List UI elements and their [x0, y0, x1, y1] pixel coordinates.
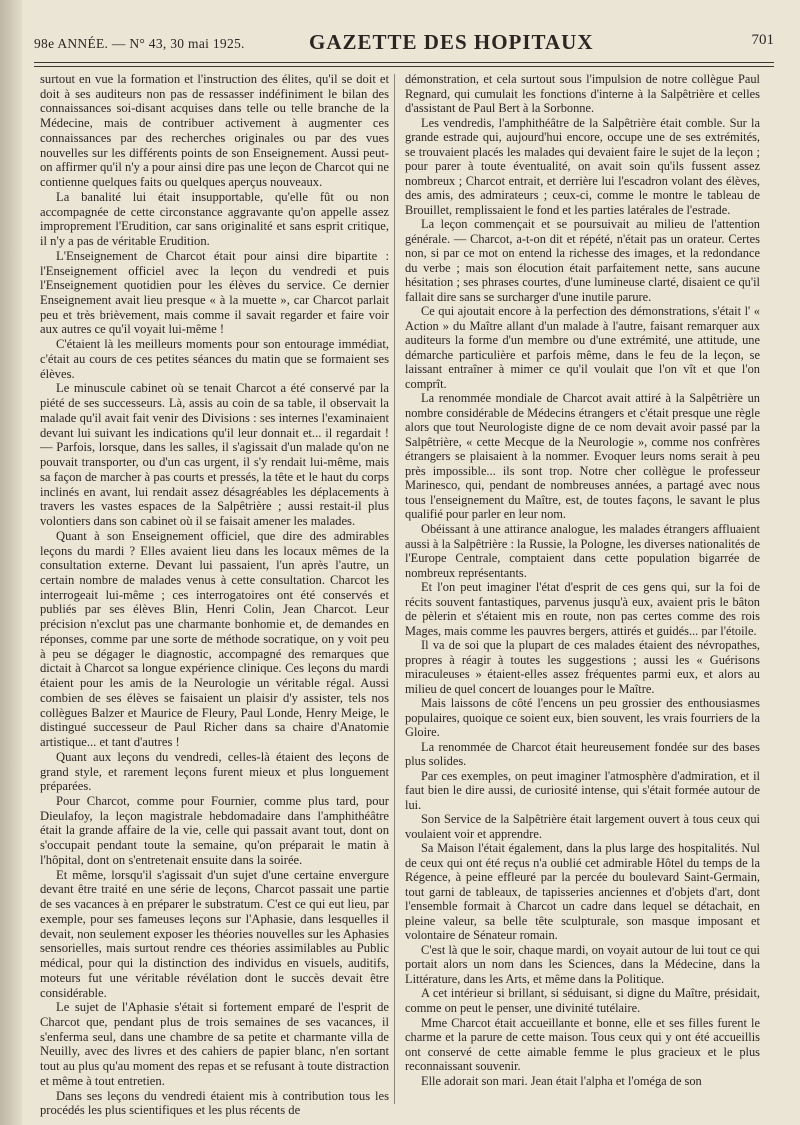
- paragraph: Ce qui ajoutait encore à la perfection des démonstrations, s'était l' « Action » du Maître allant d'un malade à l'autre, faisant remarquer aux auditeurs la forme d'un membre ou d'une extrémité, une attitude, une démarche particulière et parfois même, dans le feu de la leçon, se laissant entraîner à mimer ce qu'il voulait que l'on vît et que l'on comprît.: [405, 304, 760, 391]
- paragraph: Dans ses leçons du vendredi étaient mis à contribution tous les procédés les plus scientifiques et les plus récents de: [40, 1088, 389, 1118]
- paragraph: surtout en vue la formation et l'instruction des élites, qu'il se doit et doit à ses auditeurs non pas de ressasser indéfiniment le bilan des connaissances soi-disant acquises dans telle ou telle branche de la Médecine, mais de contribuer activement à augmenter ces connaissances par des recherches originales ou par des vues nouvelles sur les différents points de son Enseignement. Aussi peut-on affirmer qu'il n'y a pour ainsi dire pas une leçon de Charcot qui ne contienne quelques faits ou quelques aperçus nouveaux.: [40, 72, 389, 190]
- journal-title: GAZETTE DES HOPITAUX: [309, 30, 594, 54]
- paragraph: L'Enseignement de Charcot était pour ainsi dire bipartite : l'Enseignement officiel avec la leçon du vendredi et puis l'Enseignement quotidien pour les élèves du service. Ce dernier Enseignement avait lieu presque « à la muette », car Charcot parlait peu et très brièvement, mais comme il savait regarder et faire voir aux autres ce qu'il voyait lui-même !: [40, 248, 389, 337]
- paragraph: Par ces exemples, on peut imaginer l'atmosphère d'admiration, et il faut bien le dire aussi, de curiosité intense, qui s'était formée autour de lui.: [405, 768, 760, 812]
- paragraph: C'étaient là les meilleurs moments pour son entourage immédiat, c'était au cours de ces petites séances du matin que se formaient ses élèves.: [40, 337, 389, 381]
- page-header: [34, 22, 774, 60]
- paragraph: Quant à son Enseignement officiel, que dire des admirables leçons du mardi ? Elles avaient lieu dans les locaux mêmes de la consultation externe. Devant lui passaient, l'un après l'autre, un certain nombre de malades venus à cette consultation. Charcot les interrogeait lui-même ; ces interrogatoires ont été conservés et publiés par ses élèves Blin, Henri Colin, Jean Charcot. Leur précision n'exclut pas une charmante bonhomie et, de demandes en réponses, comme par une sorte de méthode socratique, on y voit peu à peu se dégager le diagnostic, accompagné des remarques que dictait à Charcot sa longue expérience clinique. Ces leçons du mardi étaient pour les amis de la Neurologie un véritable régal. Aussi combien de ses élèves se faisaient un plaisir d'y assister, tels nos collègues Balzer et Maurice de Fleury, Paul Londe, Henry Meige, le distingué successeur de Paul Richer dans sa chaire d'Anatomie artistique... et tant d'autres !: [40, 528, 389, 750]
- paragraph: Le sujet de l'Aphasie s'était si fortement emparé de l'esprit de Charcot que, pendant plus de trois semaines de ses vacances, il s'enferma seul, dans une chambre de sa petite et charmante villa de Neuilly, avec des livres et des cahiers de papier blanc, n'en sortant tout au plus qu'au moment des repas et se refusant à toute distraction et même à tout entretien.: [40, 1000, 389, 1088]
- paragraph: Les vendredis, l'amphithéâtre de la Salpêtrière était comble. Sur la grande estrade qui, aujourd'hui encore, occupe une de ses extrémités, se trouvaient placés les malades qui devaient faire le sujet de la leçon ; pour parer à toute éventualité, on avait soin qu'ils fussent assez nombreux ; Charcot entrait, et derrière lui l'escadron volant des élèves, des amis, des admirateurs ; ceux-ci, comme le montre le tableau de Brouillet, remplissaient le fond et les parties latérales de l'estrade.: [405, 115, 760, 217]
- left-column: [40, 72, 389, 1118]
- paragraph: La renommée de Charcot était heureusement fondée sur des bases plus solides.: [405, 739, 760, 769]
- paragraph: Elle adorait son mari. Jean était l'alpha et l'oméga de son: [421, 1073, 702, 1088]
- paragraph: A cet intérieur si brillant, si séduisant, si digne du Maître, présidait, comme on peut le penser, une divinité tutélaire.: [405, 986, 760, 1015]
- paragraph: Il va de soi que la plupart de ces malades étaient des névropathes, propres à réagir à toutes les suggestions ; aussi les « Guérisons miraculeuses » étaient-elles assez fréquentes parmi eux, et alors au milieu de quel concert de louanges pour le Maître.: [405, 638, 760, 696]
- paragraph: Quant aux leçons du vendredi, celles-là étaient des leçons de grand style, et rarement leçons furent mieux et plus longuement préparées.: [40, 749, 389, 794]
- paragraph: Mais laissons de côté l'encens un peu grossier des enthousiasmes populaires, quoique ce soient eux, bien souvent, les vrais fourriers de la Gloire.: [405, 696, 760, 740]
- paragraph: La banalité lui était insupportable, qu'elle fût ou non accompagnée de cette circonstance aggravante qu'on appelle assez improprement l'Erudition, car sans originalité et sans esprit critique, il n'y a pas de véritable Erudition.: [40, 189, 389, 249]
- paragraph: Obéissant à une attirance analogue, les malades étrangers affluaient aussi à la Salpêtrière : la Russie, la Pologne, les diverses nationalités de l'Europe Centrale, comptaient dans cette population bigarrée de nombreux représentants.: [405, 521, 760, 580]
- issue-info: 98e ANNÉE. — N° 43, 30 mai 1925.: [34, 36, 245, 51]
- column-divider: [394, 74, 395, 1104]
- paragraph: Sa Maison l'était également, dans la plus large des hospitalités. Nul de ceux qui ont été reçus n'a oublié cet admirable Hôtel du temps de la Régence, à peine effleuré par la percée du boulevard Saint-Germain, tout garni de tableaux, de tapisseries anciennes et d'objets d'art, dont l'ensemble formait à Charcot un cadre dans lequel se détachait, en pleine valeur, sa belle tête sculpturale, son masque imposant et volontaire de Sénateur romain.: [405, 841, 760, 943]
- paragraph: La renommée mondiale de Charcot avait attiré à la Salpêtrière un nombre considérable de Médecins étrangers et c'était presque une règle alors que tout Neurologiste digne de ce nom devait avoir passé par la Salpêtrière, « cette Mecque de la Neurologie », comme nos confrères étrangers se plaisaient à la nommer. Evoquer leurs noms serait à peu près impossible... ils sont trop. Notre cher collègue le professeur Marinesco, qui, pendant de nombreuses années, a partagé avec nous tous l'enseignement du Maître, est, de toutes façons, le savant le plus qualifié pour parler en leur nom.: [405, 391, 760, 522]
- paragraph: Mme Charcot était accueillante et bonne, elle et ses filles furent le charme et la parure de cette maison. Tous ceux qui y ont été accueillis ont conservé de cette aimable femme le plus gracieux et le plus reconnaissant souvenir.: [405, 1015, 760, 1074]
- page-number: 701: [751, 32, 774, 48]
- paragraph: C'est là que le soir, chaque mardi, on voyait autour de lui tout ce qui portait alors un nom dans les Sciences, dans la Médecine, dans la Littérature, dans les Arts, et même dans la Politique.: [405, 942, 760, 986]
- paragraph: Et même, lorsqu'il s'agissait d'un sujet d'une certaine envergure devant être traité en une série de leçons, Charcot passait une partie de ses vacances à en préparer le substratum. C'est ce qui eut lieu, par exemple, pour ses fameuses leçons sur l'Aphasie, dans lesquelles il devait, non seulement exposer les théories nouvelles sur les Aphasies sensorielles, mais surtout rendre ces théories assimilables au Public médical, pour qui la distinction des individus en visuels, auditifs, moteurs fut une véritable révélation dont le succès devait être considérable.: [40, 867, 389, 1000]
- paragraph: La leçon commençait et se poursuivait au milieu de l'attention générale. — Charcot, a-t-on dit et répété, n'était pas un orateur. Certes non, si par ce mot on entend la richesse des images, et la redondance du verbe ; mais son élocution était parfaitement nette, sans aucune hésitation ; ses phrases courtes, d'une lumineuse clarté, disaient ce qu'il fallait dire sans se surcharger d'une inutile parure.: [405, 217, 760, 304]
- paragraph: démonstration, et cela surtout sous l'impulsion de notre collègue Paul Regnard, qui cumulait les fonctions d'interne à la Salpêtrière et celles d'assistant de Paul Bert à la Sorbonne.: [405, 72, 760, 116]
- page-spine-shadow: [0, 0, 22, 1125]
- right-column: [405, 72, 760, 1088]
- paragraph: Son Service de la Salpêtrière était largement ouvert à tous ceux qui voulaient voir et apprendre.: [405, 812, 760, 841]
- paragraph: Le minuscule cabinet où se tenait Charcot a été conservé par la piété de ses successeurs. Là, assis au coin de sa table, il observait la malade qu'il avait fait venir des Divisions : ses internes l'examinaient devant lui suivant les indications qu'il leur donnait et... il regardait ! — Parfois, lorsque, dans les salles, il s'agissait d'un malade qu'on ne pouvait transporter, ou d'un cas urgent, il s'y rendait lui-même, mais sa façon de marcher à pas courts et pressés, la tête et le haut du corps inclinés en avant, lui rendait assez désagréables les déplacements à travers les vastes espaces de la Salpêtrière ; aussi restait-il plus volontiers dans son cabinet où il se faisait amener les malades.: [40, 381, 389, 529]
- header-rule-thick: [34, 62, 774, 63]
- header-rule-thin: [34, 66, 774, 67]
- paragraph: Et l'on peut imaginer l'état d'esprit de ces gens qui, sur la foi de récits souvent fantastiques, parvenus jusqu'à eux, avaient pris le bâton de pèlerin et s'étaient mis en route, non pas certes comme des rois Mages, mais comme les pauvres bergers, attirés et guidés... par l'étoile.: [405, 580, 760, 638]
- paragraph: Pour Charcot, comme pour Fournier, comme plus tard, pour Dieulafoy, la leçon magistrale hebdomadaire dans l'amphithéâtre était la grande affaire de la vie, celle qui passait avant tout, dont on s'occupait pendant toute la semaine, qu'on préparait le matin à l'hôpital, dont on s'entretenait ensuite dans la soirée.: [40, 793, 389, 867]
